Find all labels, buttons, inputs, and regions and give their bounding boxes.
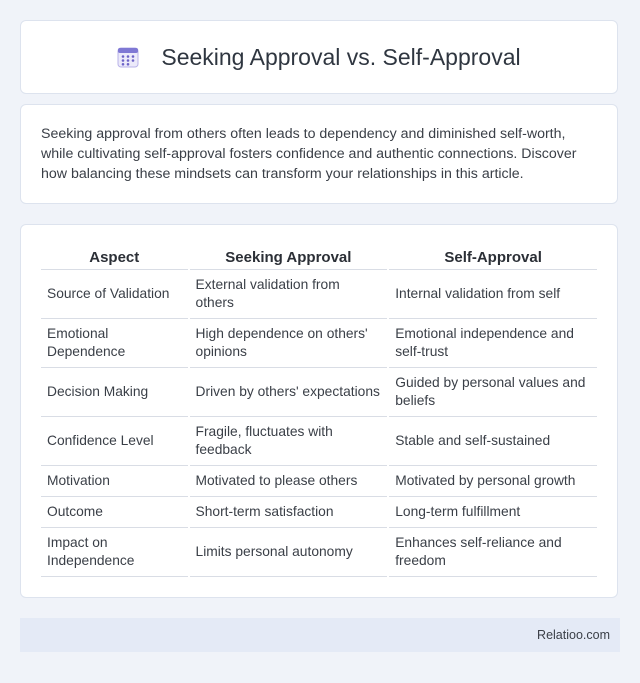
cell-aspect: Source of Validation: [41, 270, 188, 319]
cell-seeking: Driven by others' expectations: [190, 368, 388, 417]
cell-seeking: Short-term satisfaction: [190, 497, 388, 528]
cell-seeking: Fragile, fluctuates with feedback: [190, 417, 388, 466]
cell-self: Motivated by personal growth: [389, 466, 597, 497]
cell-seeking: Limits personal autonomy: [190, 528, 388, 577]
table-row: [41, 466, 597, 497]
cell-seeking: External validation from others: [190, 270, 388, 319]
cell-self: Enhances self-reliance and freedom: [389, 528, 597, 577]
intro-card: [20, 104, 618, 204]
table-row: [41, 319, 597, 368]
cell-self: Long-term fulfillment: [389, 497, 597, 528]
table-row: [41, 368, 597, 417]
column-header-self-approval: Self-Approval: [389, 245, 597, 270]
title-wrap: [117, 44, 520, 71]
table-row: [41, 417, 597, 466]
table-row: [41, 497, 597, 528]
cell-aspect: Emotional Dependence: [41, 319, 188, 368]
cell-self: Stable and self-sustained: [389, 417, 597, 466]
cell-self: Guided by personal values and beliefs: [389, 368, 597, 417]
comparison-table: [39, 245, 599, 577]
cell-seeking: High dependence on others' opinions: [190, 319, 388, 368]
column-header-aspect: Aspect: [41, 245, 188, 270]
title-card: [20, 20, 618, 94]
table-header-row: [41, 245, 597, 270]
cell-self: Internal validation from self: [389, 270, 597, 319]
cell-aspect: Motivation: [41, 466, 188, 497]
cell-seeking: Motivated to please others: [190, 466, 388, 497]
cell-aspect: Confidence Level: [41, 417, 188, 466]
table-row: [41, 528, 597, 577]
comparison-table-card: [20, 224, 618, 598]
table-row: [41, 270, 597, 319]
footer-brand: Relatioo.com: [537, 628, 610, 642]
cell-aspect: Impact on Independence: [41, 528, 188, 577]
footer-bar: [20, 618, 620, 652]
calendar-grid-icon: [117, 46, 139, 68]
cell-aspect: Decision Making: [41, 368, 188, 417]
page-title: Seeking Approval vs. Self-Approval: [161, 43, 521, 70]
intro-text: Seeking approval from others often leads to dependency and diminished self-worth, while cultivating self-approval fosters confidence and authentic connections. Discover how balancing these mindsets can transform your relationships in this article.: [41, 126, 577, 182]
column-header-seeking-approval: Seeking Approval: [190, 245, 388, 270]
cell-aspect: Outcome: [41, 497, 188, 528]
cell-self: Emotional independence and self-trust: [389, 319, 597, 368]
